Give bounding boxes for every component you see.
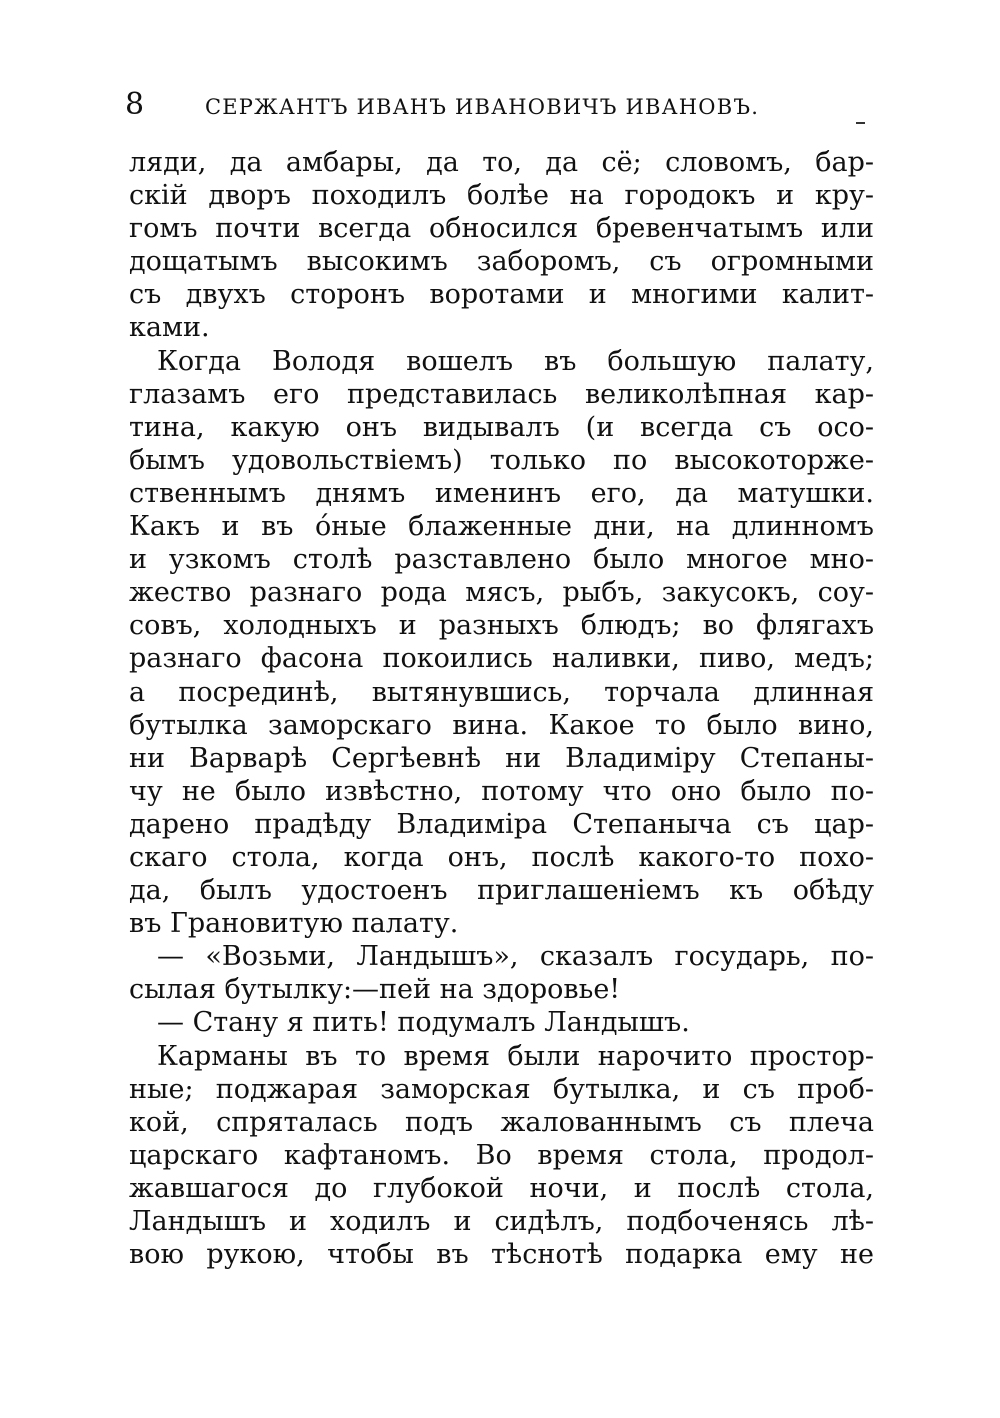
text-line: въ Грановитую палату. (129, 908, 459, 940)
text-line: жавшагося до глубокой ночи, и послѣ стола, (129, 1172, 874, 1204)
text-line: ственнымъ днямъ именинъ его, да матушки. (129, 477, 874, 509)
text-line: дощатымъ высокимъ заборомъ, съ огромными (129, 246, 874, 278)
text-line: гомъ почти всегда обносился бревенчатымъ или (129, 213, 874, 245)
print-speck-mark (856, 122, 865, 124)
text-line: совъ, холодныхъ и разныхъ блюдъ; во флягахъ (129, 610, 874, 642)
text-line: ками. (129, 312, 210, 344)
page-header (125, 86, 870, 126)
text-line: скій дворъ походилъ болѣе на городокъ и кру- (129, 180, 874, 212)
text-line: а посрединѣ, вытянувшись, торчала длинная (129, 676, 874, 708)
text-line: ные; поджарая заморская бутылка, и съ проб- (129, 1073, 874, 1105)
text-line: разнаго фасона покоились наливки, пиво, медъ; (129, 643, 874, 675)
text-line: кой, спряталась подъ жалованнымъ съ плеча (129, 1106, 874, 1138)
page-number: 8 (125, 87, 145, 122)
running-title: СЕРЖАНТЪ ИВАНЪ ИВАНОВИЧЪ ИВАНОВЪ. (205, 95, 760, 119)
text-line: бымъ удовольствіемъ) только по высокоторже- (129, 444, 874, 476)
text-line: — «Возьми, Ландышъ», сказалъ государь, по- (157, 941, 874, 973)
text-line: чу не было извѣстно, потому что оно было по- (129, 775, 874, 807)
text-line: царскаго кафтаномъ. Во время стола, продол- (129, 1139, 874, 1171)
text-line: ляди, да амбары, да то, да сё; словомъ, бар- (129, 147, 874, 178)
text-line: ни Варварѣ Сергѣевнѣ ни Владиміру Степаны- (129, 742, 874, 774)
text-line: и узкомъ столѣ разставлено было многое мно- (129, 544, 874, 576)
text-line: глазамъ его представилась великолѣпная кар- (129, 378, 874, 410)
text-line: сылая бутылку:—пей на здоровье! (129, 974, 621, 1006)
text-line: — Стану я пить! подумалъ Ландышъ. (157, 1007, 690, 1039)
text-line: съ двухъ сторонъ воротами и многими калит- (129, 279, 874, 311)
text-line: да, былъ удостоенъ приглашеніемъ къ обѣду (129, 875, 874, 907)
body-text (129, 146, 874, 1271)
text-line: скаго стола, когда онъ, послѣ какого-то похо- (129, 841, 874, 873)
text-line: Карманы въ то время были нарочито простор- (157, 1040, 874, 1072)
text-line: жество разнаго рода мясъ, рыбъ, закусокъ, соу- (129, 577, 874, 609)
text-line: вою рукою, чтобы въ тѣснотѣ подарка ему не (129, 1239, 874, 1271)
text-line: Какъ и въ óные блаженные дни, на длинномъ (129, 511, 874, 543)
text-line: дарено прадѣду Владиміра Степаныча съ цар- (129, 808, 874, 840)
text-line: тина, какую онъ видывалъ (и всегда съ осо- (129, 411, 874, 443)
text-line: Когда Володя вошелъ въ большую палату, (157, 345, 874, 377)
text-line: бутылка заморскаго вина. Какое то было вино, (129, 709, 874, 741)
text-line: Ландышъ и ходилъ и сидѣлъ, подбоченясь лѣ- (129, 1206, 874, 1237)
